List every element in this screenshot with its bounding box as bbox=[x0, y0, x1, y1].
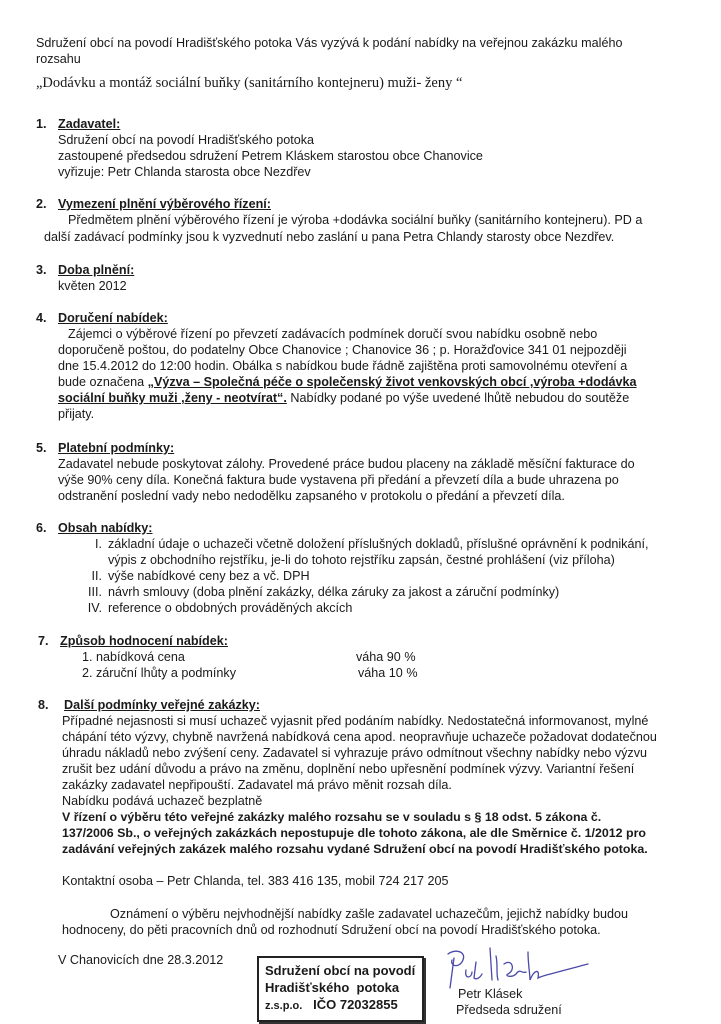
section-2-line: další zadávací podmínky jsou k vyzvednutí nebo zaslání u pana Petra Chlandy starosty obce Nezdřev. bbox=[44, 230, 615, 244]
section-6-number: 6. bbox=[36, 521, 47, 535]
section-1-line: vyřizuje: Petr Chlanda starosta obce Nezdřev bbox=[58, 165, 311, 179]
notice-line: Oznámení o výběru nejvhodnější nabídky zašle zadavatel uchazečům, jejichž nabídky budou bbox=[110, 907, 629, 921]
section-4-line-4 bbox=[58, 374, 637, 390]
list-item-numeral: I. bbox=[95, 537, 102, 551]
intro-line-2: rozsahu bbox=[36, 52, 81, 66]
stamp-line-3 bbox=[265, 996, 416, 1015]
notice-line: hodnoceny, do pěti pracovních dnů od rozhodnutí Sdružení obcí na povodí Hradišťského potoka. bbox=[62, 923, 601, 937]
stamp-line-1: Sdružení obcí na povodí bbox=[265, 963, 416, 978]
section-4-line: Zájemci o výběrové řízení po převzetí zadávacích podmínek doručí svou nabídku osobně nebo bbox=[68, 327, 598, 341]
section-4-line-5 bbox=[58, 390, 629, 406]
tender-title: „Dodávku a montáž sociální buňky (sanitárního kontejneru) muži- ženy “ bbox=[36, 75, 463, 91]
section-7-heading: Způsob hodnocení nabídek: bbox=[60, 634, 228, 648]
section-1-number: 1. bbox=[36, 117, 47, 131]
list-item-numeral: III. bbox=[88, 585, 102, 599]
section-4-line: dne 15.4.2012 do 12:00 hodin. Obálka s nabídkou bude řádně zajištěna proti samovolnému otevření a bbox=[58, 359, 628, 373]
section-3-number: 3. bbox=[36, 263, 47, 277]
section-5-line: odstranění poslední vady nebo nedodělku zapsaného v protokolu o předání a převzetí díla. bbox=[58, 489, 565, 503]
section-4-number: 4. bbox=[36, 311, 47, 325]
section-8-heading: Další podmínky veřejné zakázky: bbox=[64, 698, 260, 712]
signatory-role: Předseda sdružení bbox=[456, 1003, 562, 1017]
legal-notice-line: zadávání veřejných zakázek malého rozsahu vydané Sdružení obcí na povodí Hradišťského potoka. bbox=[62, 842, 648, 856]
legal-notice-line: 137/2006 Sb., o veřejných zakázkách nepostupuje dle tohoto zákona, ale dle Směrnice č. 1/2012 pro bbox=[62, 826, 646, 840]
section-2-heading: Vymezení plnění výběrového řízení: bbox=[58, 197, 271, 211]
stamp-line-3a: z.s.p.o. bbox=[265, 1000, 303, 1012]
section-4-line-5-post: Nabídky podané po výše uvedené lhůtě nebudou do soutěže bbox=[286, 391, 630, 405]
section-2-line: Předmětem plnění výběrového řízení je výroba +dodávka sociální buňky (sanitárního kontejneru). PD a bbox=[68, 213, 643, 227]
section-6-heading: Obsah nabídky: bbox=[58, 521, 153, 535]
section-2-number: 2. bbox=[36, 197, 47, 211]
list-item-text: výpis z obchodního rejstříku, je-li do tohoto rejstříku zapsán, čestné prohlášení (viz příloha) bbox=[108, 553, 615, 567]
envelope-label-part-1: „Výzva – Společná péče o společenský život venkovských obcí ,výroba +dodávka bbox=[147, 375, 637, 389]
section-3-heading: Doba plnění: bbox=[58, 263, 135, 277]
list-item-text: výše nabídkové ceny bez a vč. DPH bbox=[108, 569, 310, 583]
list-item-numeral: II. bbox=[91, 569, 102, 583]
section-5-heading: Platební podmínky: bbox=[58, 441, 175, 455]
section-5-line: výše 90% ceny díla. Konečná faktura bude vystavena při předání a převzetí díla a bude uhrazena po bbox=[58, 473, 619, 487]
section-8-line: chápání této výzvy, chybně navržená nabídková cena apod. neopravňuje uchazeče požadovat dodatečnou bbox=[62, 730, 657, 744]
criterion-weight: váha 90 % bbox=[356, 650, 416, 664]
list-item-text: základní údaje o uchazeči včetně doložení příslušných dokladů, příslušné oprávnění k podnikání, bbox=[108, 537, 649, 551]
section-7-number: 7. bbox=[38, 634, 49, 648]
section-8-line: úhradu nákladů nebo zvýšení ceny. Zadavatel si vyhrazuje právo odmítnout všechny nabídky nebo výzvu bbox=[62, 746, 648, 760]
envelope-label-part-2: sociální buňky muži ,ženy - neotvírat“. bbox=[58, 391, 287, 405]
section-1-heading: Zadavatel: bbox=[58, 117, 121, 131]
stamp-line-3b: IČO 72032855 bbox=[313, 997, 398, 1012]
signatory-name: Petr Klásek bbox=[458, 987, 523, 1001]
section-8-line: zrušit bez udání důvodu a právo na změnu, doplnění nebo upřesnění podmínek výzvy. Variantní řešení bbox=[62, 762, 635, 776]
section-3-text: květen 2012 bbox=[58, 279, 127, 293]
section-5-line: Zadavatel nebude poskytovat zálohy. Provedené práce budou placeny na základě měsíční fakturace do bbox=[58, 457, 635, 471]
stamp-line-2 bbox=[265, 979, 416, 996]
stamp-line-2b: potoka bbox=[356, 980, 400, 995]
section-4-line-6: přijaty. bbox=[58, 407, 95, 421]
criterion-label: 1. nabídková cena bbox=[82, 650, 185, 664]
list-item-text: reference o obdobných prováděných akcích bbox=[108, 601, 353, 615]
intro-line-1: Sdružení obcí na povodí Hradišťského potoka Vás vyzývá k podání nabídky na veřejnou zakázku malého bbox=[36, 36, 623, 50]
contact-person: Kontaktní osoba – Petr Chlanda, tel. 383 416 135, mobil 724 217 205 bbox=[62, 874, 449, 888]
section-1-line: zastoupené předsedou sdružení Petrem Kláskem starostou obce Chanovice bbox=[58, 149, 483, 163]
stamp-line-2a: Hradišťského bbox=[265, 980, 350, 995]
section-1-line: Sdružení obcí na povodí Hradišťského potoka bbox=[58, 133, 315, 147]
criterion-weight: váha 10 % bbox=[358, 666, 418, 680]
section-5-number: 5. bbox=[36, 441, 47, 455]
section-8-number: 8. bbox=[38, 698, 49, 712]
section-4-line-4-pre: bude označena bbox=[58, 375, 148, 389]
section-4-heading: Doručení nabídek: bbox=[58, 311, 168, 325]
section-4-line: doporučeně poštou, do podatelny Obce Chanovice ; Chanovice 36 ; p. Horažďovice 341 01 nejpozději bbox=[58, 343, 627, 357]
list-item-numeral: IV. bbox=[87, 601, 102, 615]
section-8-line: Nabídku podává uchazeč bezplatně bbox=[62, 794, 263, 808]
place-and-date: V Chanovicích dne 28.3.2012 bbox=[58, 953, 224, 967]
section-8-line: Případné nejasnosti si musí uchazeč vyjasnit před podáním nabídky. Nedostatečná informovanost, mylné bbox=[62, 714, 649, 728]
section-8-line: zakázky zadavatel nepřipouští. Zadavatel má právo měnit rozsah díla. bbox=[62, 778, 452, 792]
criterion-label: 2. záruční lhůty a podmínky bbox=[82, 666, 237, 680]
official-stamp bbox=[257, 956, 424, 1022]
list-item-text: návrh smlouvy (doba plnění zakázky, délka záruky za jakost a záruční podmínky) bbox=[108, 585, 560, 599]
legal-notice-line: V řízení o výběru této veřejné zakázky malého rozsahu se v souladu s § 18 odst. 5 zákona č. bbox=[62, 810, 602, 824]
